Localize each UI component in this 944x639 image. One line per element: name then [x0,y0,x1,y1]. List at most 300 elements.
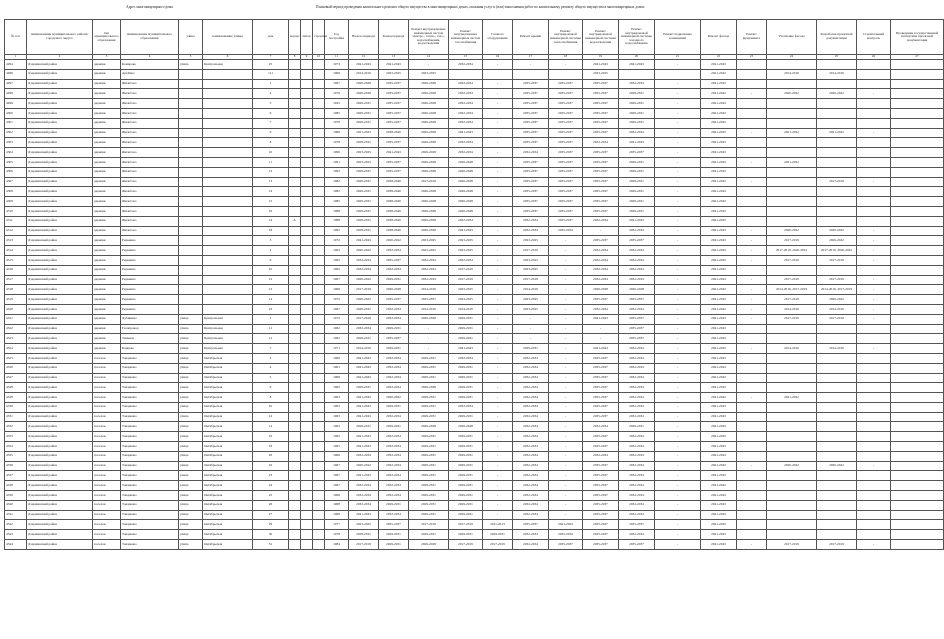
table-cell: 2032-2034 [619,226,655,236]
table-cell [767,324,817,334]
table-cell [767,432,817,442]
column-number: 18 [549,55,583,60]
table-cell: 2041-2043 [701,265,737,275]
column-header: Ремонт внутридомовой инженерной системы холодного водоснабжения [619,20,655,55]
table-row [5,471,944,481]
table-cell: Октябрьская [203,402,253,412]
table-cell: 2032-2034 [619,304,655,314]
table-cell [203,226,253,236]
table-cell: 2035-2037 [513,157,549,167]
table-cell [301,402,313,412]
table-cell: 2032-2034 [583,265,619,275]
table-cell: - [549,481,583,491]
column-number: 8 [289,55,301,60]
table-cell: 2017-2019 [817,275,857,285]
table-cell: 2029-2031 [409,510,449,520]
table-cell: 4302 [5,128,27,138]
table-cell: 4297 [5,79,27,89]
table-cell: 2041-2043 [701,481,737,491]
table-cell: 2041-2043 [583,314,619,324]
table-cell [289,128,301,138]
table-cell [891,295,944,305]
table-cell: 2029-2031 [619,206,655,216]
table-cell: Октябрьская [203,500,253,510]
table-cell [857,69,891,79]
table-cell: 2032-2034 [619,393,655,403]
table-cell: - [483,481,513,491]
table-cell [313,491,325,501]
table-cell [289,197,301,207]
table-cell [179,197,203,207]
table-cell [313,118,325,128]
table-cell [857,471,891,481]
table-cell: 2020-2022 [379,393,409,403]
table-cell [313,157,325,167]
table-cell [289,442,301,452]
table-cell [301,60,313,70]
table-cell: Товарково [121,520,179,530]
table-cell [289,491,301,501]
table-cell [313,128,325,138]
table-cell: 14 [253,422,289,432]
table-cell [289,118,301,128]
table-cell: - [483,393,513,403]
table-cell: 2032-2034 [619,128,655,138]
table-cell [483,69,513,79]
table-cell: - [483,373,513,383]
table-cell: 5 [253,373,289,383]
table-cell: 2041-2043 [549,520,583,530]
table-cell: Центральная [203,334,253,344]
table-cell: 2032-2034 [449,89,483,99]
table-cell: 4308 [5,187,27,197]
table-cell: 4341 [5,510,27,520]
table-cell: 2029-2031 [409,393,449,403]
table-cell: 2029-2031 [409,481,449,491]
table-cell: 2026-2028 [409,89,449,99]
table-cell: - [655,491,701,501]
table-cell: 2023-2025 [379,69,409,79]
table-cell [289,148,301,158]
table-cell: 2029-2031 [349,187,379,197]
table-cell [891,412,944,422]
table-cell [817,383,857,393]
column-number: 22 [701,55,737,60]
table-cell: 2032-2034 [619,363,655,373]
table-cell: 2029-2031 [409,471,449,481]
table-cell: Дзержинский район [27,89,93,99]
table-cell: 2032-2034 [379,373,409,383]
table-cell: - [549,275,583,285]
table-cell: 2035-2037 [549,540,583,550]
table-cell [891,461,944,471]
table-cell: 2032-2034 [513,451,549,461]
table-cell: 4315 [5,255,27,265]
table-cell: 2041-2043 [701,60,737,70]
table-cell: - [549,491,583,501]
table-cell: 2035-2037 [379,138,409,148]
table-cell [767,412,817,422]
table-cell [313,363,325,373]
table-cell: 2026-2028 [409,197,449,207]
table-cell [313,461,325,471]
table-cell [891,373,944,383]
table-cell: деревня [93,89,121,99]
table-cell: 1986 [325,128,349,138]
table-cell: - [737,157,767,167]
table-cell: - [483,471,513,481]
table-cell: 2026-2028 [349,89,379,99]
table-cell: 2032-2034 [513,363,549,373]
table-cell [289,60,301,70]
table-cell: 2029-2031 [409,432,449,442]
column-number: 2 [27,55,93,60]
table-row [5,353,944,363]
table-row [5,344,944,354]
table-cell: 2014-2016, 2017-2019 [767,285,817,295]
table-cell: 2021-2022 [767,128,817,138]
table-cell: деревня [93,255,121,265]
table-cell [289,79,301,89]
table-cell: 2035-2037 [549,99,583,109]
table-cell: 2014-2016 [767,344,817,354]
table-cell: 2041-2043 [583,344,619,354]
table-cell: 2041-2043 [701,491,737,501]
table-cell [289,540,301,550]
table-cell: 2041-2043 [701,167,737,177]
table-cell [289,177,301,187]
table-cell [203,89,253,99]
table-cell: 2041-2043 [701,128,737,138]
table-cell [737,510,767,520]
table-cell: 1962 [325,334,349,344]
table-cell: 2035-2037 [583,177,619,187]
table-cell: 1967 [325,481,349,491]
table-cell [203,246,253,256]
table-cell: улица [179,60,203,70]
table-cell: - [655,197,701,207]
table-cell: деревня [93,118,121,128]
table-cell: Октябрьская [203,422,253,432]
table-cell: 2032-2034 [583,138,619,148]
table-cell: 2032-2034 [583,246,619,256]
table-cell: - [483,491,513,501]
table-cell: - [483,334,513,344]
table-cell: 2041-2043 [349,353,379,363]
table-cell [179,285,203,295]
table-cell [857,422,891,432]
table-cell: 2035-2037 [549,206,583,216]
table-cell: улица [179,491,203,501]
table-cell: 2041-2043 [701,353,737,363]
table-cell: 18 [253,442,289,452]
table-cell: 2041-2043 [349,442,379,452]
table-cell: Жилетово [121,177,179,187]
table-cell: Дзержинский район [27,432,93,442]
table-cell: 2035-2037 [583,402,619,412]
table-cell: 2029-2031 [619,422,655,432]
table-cell: 2020-2022 [767,89,817,99]
table-cell: 2023-2025 [513,265,549,275]
table-cell: - [483,442,513,452]
table-cell: - [655,461,701,471]
column-number: 12 [349,55,379,60]
table-cell: - [857,285,891,295]
table-cell: Товарково [121,530,179,540]
column-header: литер [301,20,313,55]
table-cell: поселок [93,530,121,540]
table-cell [179,99,203,109]
table-cell: 2035-2037 [619,324,655,334]
table-cell: 2032-2034 [449,99,483,109]
table-cell [857,402,891,412]
table-cell [737,324,767,334]
table-cell: 2041-2043 [701,344,737,354]
table-cell: 2035-2037 [583,442,619,452]
table-cell: 2035-2037 [583,197,619,207]
table-cell: 1978 [325,530,349,540]
table-cell: 2041-2043 [619,216,655,226]
table-cell: 2029-2031 [349,99,379,109]
table-cell: 2041-2043 [349,236,379,246]
table-cell: 2017-2019 [349,540,379,550]
table-cell [289,275,301,285]
table-cell: 1963 [325,246,349,256]
table-cell [313,412,325,422]
table-cell [179,304,203,314]
table-cell [891,197,944,207]
table-cell: 2038-2040 [379,197,409,207]
table-cell: 2035-2037 [583,148,619,158]
table-cell [737,167,767,177]
table-cell: 2035-2037 [379,108,409,118]
table-cell [289,481,301,491]
table-cell: - [483,255,513,265]
table-cell [179,148,203,158]
table-cell: Товарково [121,422,179,432]
table-cell: - [483,363,513,373]
table-cell [203,206,253,216]
table-cell: 2014-2016 [767,69,817,79]
table-cell [289,383,301,393]
table-cell [857,481,891,491]
table-cell: 2041-2043 [701,393,737,403]
table-cell: 1972 [325,314,349,324]
table-cell: Дзержинский район [27,373,93,383]
table-cell: деревня [93,167,121,177]
table-cell: 2035-2037 [513,206,549,216]
table-cell: 2041-2043 [701,197,737,207]
table-cell: 2026-2028 [409,148,449,158]
table-cell: 2032-2034 [379,442,409,452]
table-row [5,432,944,442]
table-cell [289,108,301,118]
table-row [5,226,944,236]
table-cell: Редькино [121,295,179,305]
table-cell [301,157,313,167]
table-cell: Дзержинский район [27,295,93,305]
table-cell: 2032-2034 [619,255,655,265]
table-cell: 2041-2043 [449,128,483,138]
table-cell: 2032-2034 [619,275,655,285]
table-cell: 2032-2034 [619,481,655,491]
table-cell [857,187,891,197]
table-cell: 2026-2028 [409,79,449,89]
table-cell: Жилетово [121,89,179,99]
table-row [5,99,944,109]
table-cell [289,451,301,461]
table-cell: 10 [253,402,289,412]
table-cell [857,167,891,177]
table-cell [857,265,891,275]
table-cell [767,481,817,491]
table-cell [817,60,857,70]
table-cell [737,99,767,109]
table-cell: 2041-2043 [349,432,379,442]
table-cell [857,324,891,334]
table-cell: Дзержинский район [27,108,93,118]
table-cell [891,128,944,138]
table-cell: 2032-2034 [619,530,655,540]
table-cell [767,510,817,520]
table-cell: улица [179,442,203,452]
table-cell [891,275,944,285]
table-cell: Дзержинский район [27,363,93,373]
table-cell: 2023-2025 [349,520,379,530]
table-cell: - [513,334,549,344]
table-cell: - [483,275,513,285]
table-cell [203,79,253,89]
table-cell [817,206,857,216]
table-cell [737,216,767,226]
table-cell: Товарково [121,481,179,491]
table-cell: - [409,324,449,334]
table-cell [891,177,944,187]
table-cell: деревня [93,314,121,324]
table-cell: 2017-2019, 2020-2022 [817,246,857,256]
table-cell [737,69,767,79]
table-cell: - [483,197,513,207]
table-cell [301,491,313,501]
table-cell: - [737,255,767,265]
table-cell [313,138,325,148]
column-header: Ремонт подвальных помещений [655,20,701,55]
table-cell [857,79,891,89]
table-cell [817,148,857,158]
table-cell: Дзержинский район [27,393,93,403]
table-cell: 2032-2034 [513,540,549,550]
table-cell: 1961 [325,363,349,373]
column-header: Конец периода [379,20,409,55]
table-cell [301,540,313,550]
table-cell [857,432,891,442]
table-cell: 2029-2031 [449,383,483,393]
table-cell: 4314 [5,246,27,256]
table-cell [857,138,891,148]
column-number: 4 [121,55,179,60]
table-cell [767,442,817,452]
table-cell [767,265,817,275]
table-cell [289,373,301,383]
table-cell: - [857,275,891,285]
table-cell [817,481,857,491]
table-cell: 4321 [5,314,27,324]
column-number: 10 [313,55,325,60]
table-cell: 2029-2031 [449,324,483,334]
table-cell: 2032-2034 [379,246,409,256]
table-cell [313,393,325,403]
table-cell: 2035-2037 [513,89,549,99]
table-cell [767,471,817,481]
table-cell: - [655,167,701,177]
table-cell: 2041-2043 [701,138,737,148]
table-cell: 2032-2034 [513,412,549,422]
table-cell [313,334,325,344]
table-cell: - [655,471,701,481]
table-cell [737,383,767,393]
table-cell: Дзержинский район [27,60,93,70]
table-cell: - [857,344,891,354]
table-cell: 11 [253,324,289,334]
table-cell: поселок [93,393,121,403]
table-cell [737,60,767,70]
table-cell: - [583,324,619,334]
table-cell [817,363,857,373]
table-cell [203,167,253,177]
table-cell [313,383,325,393]
table-cell: - [549,471,583,481]
table-cell [767,530,817,540]
table-row [5,500,944,510]
table-cell [301,412,313,422]
table-cell: Октябрьская [203,432,253,442]
column-number: 20 [619,55,655,60]
table-cell: - [483,285,513,295]
table-cell [313,89,325,99]
table-cell: деревня [93,265,121,275]
table-cell: - [513,324,549,334]
table-cell [817,520,857,530]
table-cell: 2041-2043 [349,60,379,70]
table-cell: улица [179,530,203,540]
table-cell: 2041-2043 [701,99,737,109]
table-cell [817,324,857,334]
table-cell: 4296 [5,69,27,79]
table-cell: 2017-2019 [449,540,483,550]
table-cell: 2029-2031 [349,197,379,207]
table-cell [301,461,313,471]
table-cell [301,510,313,520]
table-cell: 2035-2037 [549,177,583,187]
table-cell [301,108,313,118]
table-cell [737,148,767,158]
table-cell [313,500,325,510]
table-cell [891,451,944,461]
table-cell [313,451,325,461]
table-cell: Октябрьская [203,383,253,393]
table-cell: - [483,412,513,422]
table-cell [313,206,325,216]
table-cell [891,79,944,89]
table-cell: 4 [253,363,289,373]
table-cell [857,393,891,403]
table-cell: - [549,383,583,393]
table-cell: 2035-2037 [379,295,409,305]
table-cell: - [549,314,583,324]
table-cell [817,157,857,167]
table-cell: - [857,246,891,256]
table-cell: 2035-2037 [513,99,549,109]
